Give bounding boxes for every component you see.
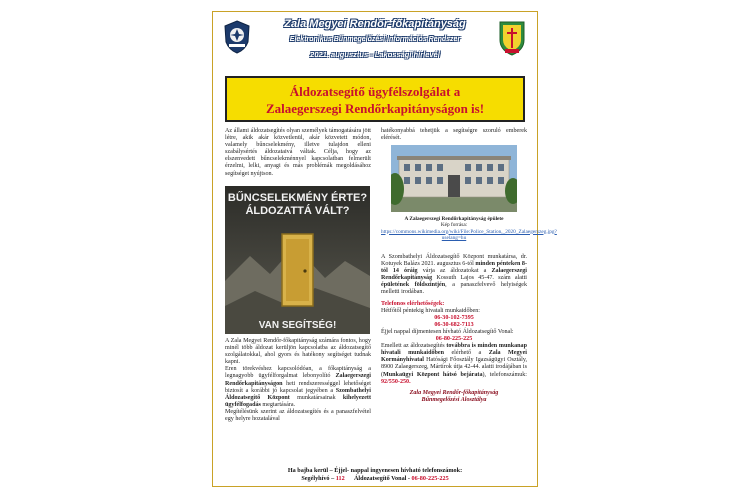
signature-dept: Bűnmegelőzési Alosztálya	[421, 396, 487, 403]
poster-question-1: BŰNCSELEKMÉNY ÉRTE?	[227, 192, 368, 204]
text-segment: várja az áldozatokat a	[417, 268, 492, 275]
text-segment: Eren törekvéshez kapcsolódóan, a főkapitányság a legnagyobb ügyfélforgalmat lebonyolító	[225, 366, 371, 380]
headline-line-2: Zalaegerszegi Rendőrkapitányságon is!	[265, 101, 485, 116]
caption-title: A Zalaegerszegi Rendőrkapitányság épülete	[404, 216, 504, 222]
text-segment: heti rendszerességgel lehetőséget biztosít a korábbi jó kapcsolat jegyében a	[225, 380, 371, 394]
phone-number-free: 06-80-225-225	[435, 336, 473, 343]
poster-headline	[225, 192, 370, 218]
victim-line-label: Áldozatsegítő Vonal -	[353, 475, 412, 482]
text-bold-segment: Zala Megyei Kormányhivatal	[381, 350, 527, 364]
headline-line-1: Áldozatsegítő ügyfélszolgálat a	[289, 84, 461, 99]
police-building-photo	[391, 145, 517, 212]
paragraph-importance: A Zala Megyei Rendőr-főkapitányság számára fontos, hogy minél több áldozat kerüljön kapcsolatba az áldozatsegítő szolgálatokkal, ahol gyors és hatékony segítséget tudnak kapni.	[225, 338, 371, 366]
caption-source-label: Kép forrása:	[440, 222, 468, 229]
victim-support-poster	[225, 186, 370, 334]
intro-paragraph: Az állami áldozatsegítés olyan személyek támogatására jött létre, akik akár közvetlenül, akár közvetett módon, valamely bűncselekmény, illetve tulajdon elleni szabálysértés áldozataivá váltak. Célja, hogy az elszenvedett bűncselekménnyel kapcsolatban felmerült érzelmi, lelki, anyagi és más problémák megoldásához segítséget nyújtson.	[225, 128, 371, 177]
paragraph-opinion: Megítélésünk szerint az áldozatsegítés és a panaszfelvétel egy helyre hozatalával	[225, 408, 371, 423]
header-issue-date: 2021. augusztus - Lakossági hírlevél	[310, 50, 440, 59]
caption-source-link[interactable]: https://commons.wikimedia.org/wiki/File:Police_Station,_2020_Zalaegerszeg.jpg?uselang=hu	[381, 228, 557, 241]
photo-caption	[381, 216, 557, 241]
right-body-text	[381, 254, 527, 404]
text-segment: Hatósági Főosztály Igazságügyi Osztály, 8900 Zalaegerszeg, Mártírok útja 42-44. alatti irodájában is (	[381, 357, 527, 378]
victim-line-number: 06-80-225-225	[411, 475, 449, 482]
phones-title: Telefonos elérhetőségek:	[381, 300, 445, 307]
text-bold-segment: Szombathelyi Áldozatsegítő Központ	[225, 387, 371, 401]
text-segment: Emellett az áldozatsegítés	[381, 343, 447, 350]
phone-number-2: 06-30-682-7113	[434, 321, 474, 328]
zala-county-crest-icon	[498, 20, 526, 56]
text-bold-segment: kihelyezett ügyfélfogadás	[225, 394, 371, 408]
text-bold-segment: továbbra is minden munkanap hivatali munkaidőben	[381, 343, 527, 357]
text-bold-segment: Munkaügyi Központ hátsó bejárata	[383, 371, 483, 378]
text-segment: Kossuth Lajos 45-47. szám alatti	[432, 275, 527, 282]
phone-number-1: 06-30-102-7395	[434, 314, 474, 321]
emergency-number: 112	[335, 475, 345, 482]
text-bold-segment: Zalaegerszegi Rendőrkapitányságon	[225, 373, 371, 387]
header-org-title: Zala Megyei Rendőr-főkapitányság	[284, 18, 466, 30]
right-continuation: hatékonyabbá tehetjük a segítségre szoruló emberek elérését.	[381, 128, 527, 142]
text-segment: megtartására.	[260, 401, 296, 408]
emergency-label: Segélyhívó –	[301, 475, 336, 482]
poster-question-2: ÁLDOZATTÁ VÁLT?	[245, 205, 350, 217]
text-segment: elérhető a	[444, 350, 489, 357]
text-bold-segment: épületének földszintjén	[381, 282, 446, 289]
footer-hotlines	[213, 467, 537, 483]
text-segment: munkatársainak	[289, 394, 343, 401]
footer-line-1: Ha bajba kerül – Éjjel- nappal ingyenesen hívható telefonszámok:	[287, 467, 463, 474]
office-phone-number: 92/550-250.	[381, 378, 411, 385]
text-bold-segment: minden pénteken 8-tól 14 óráig	[381, 261, 527, 275]
text-segment: A Szombathelyi Áldozatsegítő Központ munkatársa, dr. Kotuyek Balázs 2021. augusztus 6-tól	[381, 254, 527, 268]
newsletter-page	[212, 11, 557, 487]
phones-hours: Hétfőtől péntekig hivatali munkaidőben:	[381, 307, 480, 314]
newsletter-header	[213, 12, 537, 74]
paragraph-schedule	[381, 254, 527, 297]
text-segment: , a panaszfelvevő helyiségek melletti irodában.	[381, 282, 527, 296]
free-line-label: Éjjel nappal díjmentesen hívható Áldozatsegítő Vonal:	[381, 328, 514, 335]
signature-org: Zala Megyei Rendőr-főkapitányság	[409, 389, 499, 396]
paragraph-reception	[225, 366, 371, 409]
building-illustration	[391, 145, 517, 212]
header-system-name: Elektronikus Bűnmegelőzési Információs Rendszer	[289, 36, 461, 43]
footer-line-2	[213, 475, 537, 483]
paragraph-govoffice	[381, 343, 527, 386]
text-bold-segment: Zalaegerszegi Rendőrkapitányság	[381, 268, 527, 282]
text-segment: ), telefonszámuk:	[482, 371, 527, 378]
headline-banner	[225, 76, 525, 122]
poster-tagline: VAN SEGÍTSÉG!	[258, 320, 337, 331]
left-body-text	[225, 338, 371, 423]
